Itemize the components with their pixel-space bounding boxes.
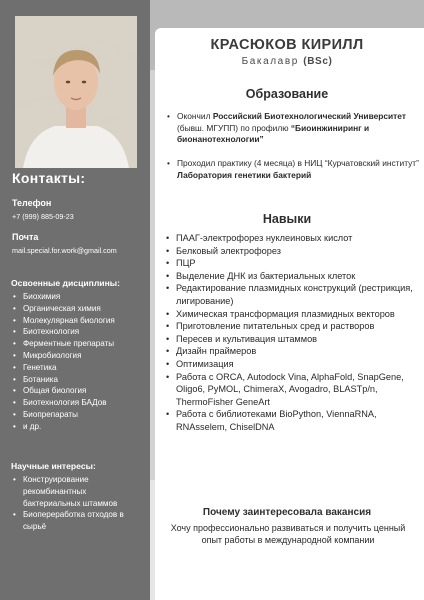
list-item: • Работа с библиотеками BioPython, ViennaRNA, RNAsselem, ChiselDNA (166, 408, 422, 433)
skills-list (166, 232, 422, 434)
list-item: • Генетика (11, 362, 145, 374)
list-item: • ПЦР (166, 257, 422, 270)
list-item: • Молекулярная биология (11, 315, 145, 327)
list-item: • Оптимизация (166, 358, 422, 371)
list-item: • Работа с ORCA, Autodock Vina, AlphaFold, SnapGene, Oligo6, PyMOL, ChimeraX, Avogadro, BLASTp/n, ThermoFisher GeneArt (166, 371, 422, 409)
interests-title: Научные интересы: (11, 461, 96, 471)
lab-name: Лаборатория генетики бактерий (177, 169, 312, 180)
list-item: • ПААГ-электрофорез нуклеиновых кислот (166, 232, 422, 245)
list-item: • и др. (11, 421, 145, 433)
disciplines-list (11, 291, 145, 433)
contacts-title: Контакты: (12, 170, 86, 186)
education-title: Образование (245, 87, 329, 101)
list-item: • Микробиология (11, 350, 145, 362)
education-text: (бывш. МГУПП) по профилю (177, 122, 291, 133)
list-item: • Биопереработка отходов в сырьё (11, 509, 145, 533)
candidate-degree (150, 56, 424, 67)
list-item: • Биотехнология БАДов (11, 397, 145, 409)
list-item: • Выделение ДНК из бактериальных клеток (166, 270, 422, 283)
phone-value[interactable]: +7 (999) 885-09-23 (12, 212, 74, 221)
education-item (177, 111, 420, 146)
list-item: • Общая биология (11, 385, 145, 397)
motivation-text: Хочу профессионально развиваться и получить ценный опыт работы в международной компании (170, 523, 406, 546)
list-item: • Органическая химия (11, 303, 145, 315)
list-item: • Химическая трансформация плазмидных векторов (166, 308, 422, 321)
sidebar (0, 0, 150, 600)
phone-label: Телефон (12, 198, 52, 208)
email-value[interactable]: mail.special.for.work@gmail.com (12, 246, 117, 255)
list-item: • Дизайн праймеров (166, 345, 422, 358)
skills-title: Навыки (262, 212, 312, 226)
education-profile: “Биоинжиниринг и бионанотехнологии” (177, 122, 370, 145)
list-item: • Редактирование плазмидных конструкций (рестрикция, лигирование) (166, 282, 422, 307)
university-name: Российский Биотехнологический Университет (212, 111, 406, 121)
list-item: • Пересев и культивация штаммов (166, 333, 422, 346)
list-item: • Ботаника (11, 374, 145, 386)
interests-list (11, 474, 145, 533)
profile-photo (15, 16, 137, 168)
education-item (177, 158, 420, 181)
list-item: • Биопрепараты (11, 409, 145, 421)
degree-suffix: (BSc) (303, 56, 333, 67)
disciplines-title: Освоенные дисциплины: (11, 278, 120, 288)
list-item: • Приготовление питательных сред и растворов (166, 320, 422, 333)
email-label: Почта (12, 232, 39, 242)
candidate-name: КРАСЮКОВ КИРИЛЛ (210, 37, 364, 53)
education-text: Проходил практику (4 месяца) в НИЦ “Курчатовский институт” (177, 158, 419, 168)
list-item: • Биохимия (11, 291, 145, 303)
list-item: • Конструирование рекомбинантных бактериальных штаммов (11, 474, 145, 509)
list-item: • Ферментные препараты (11, 338, 145, 350)
list-item: • Биотехнология (11, 326, 145, 338)
motivation-title: Почему заинтересовала вакансия (202, 507, 372, 518)
list-item: • Белковый электрофорез (166, 245, 422, 258)
education-text: Окончил (177, 111, 213, 121)
degree-prefix: Бакалавр (241, 56, 304, 67)
